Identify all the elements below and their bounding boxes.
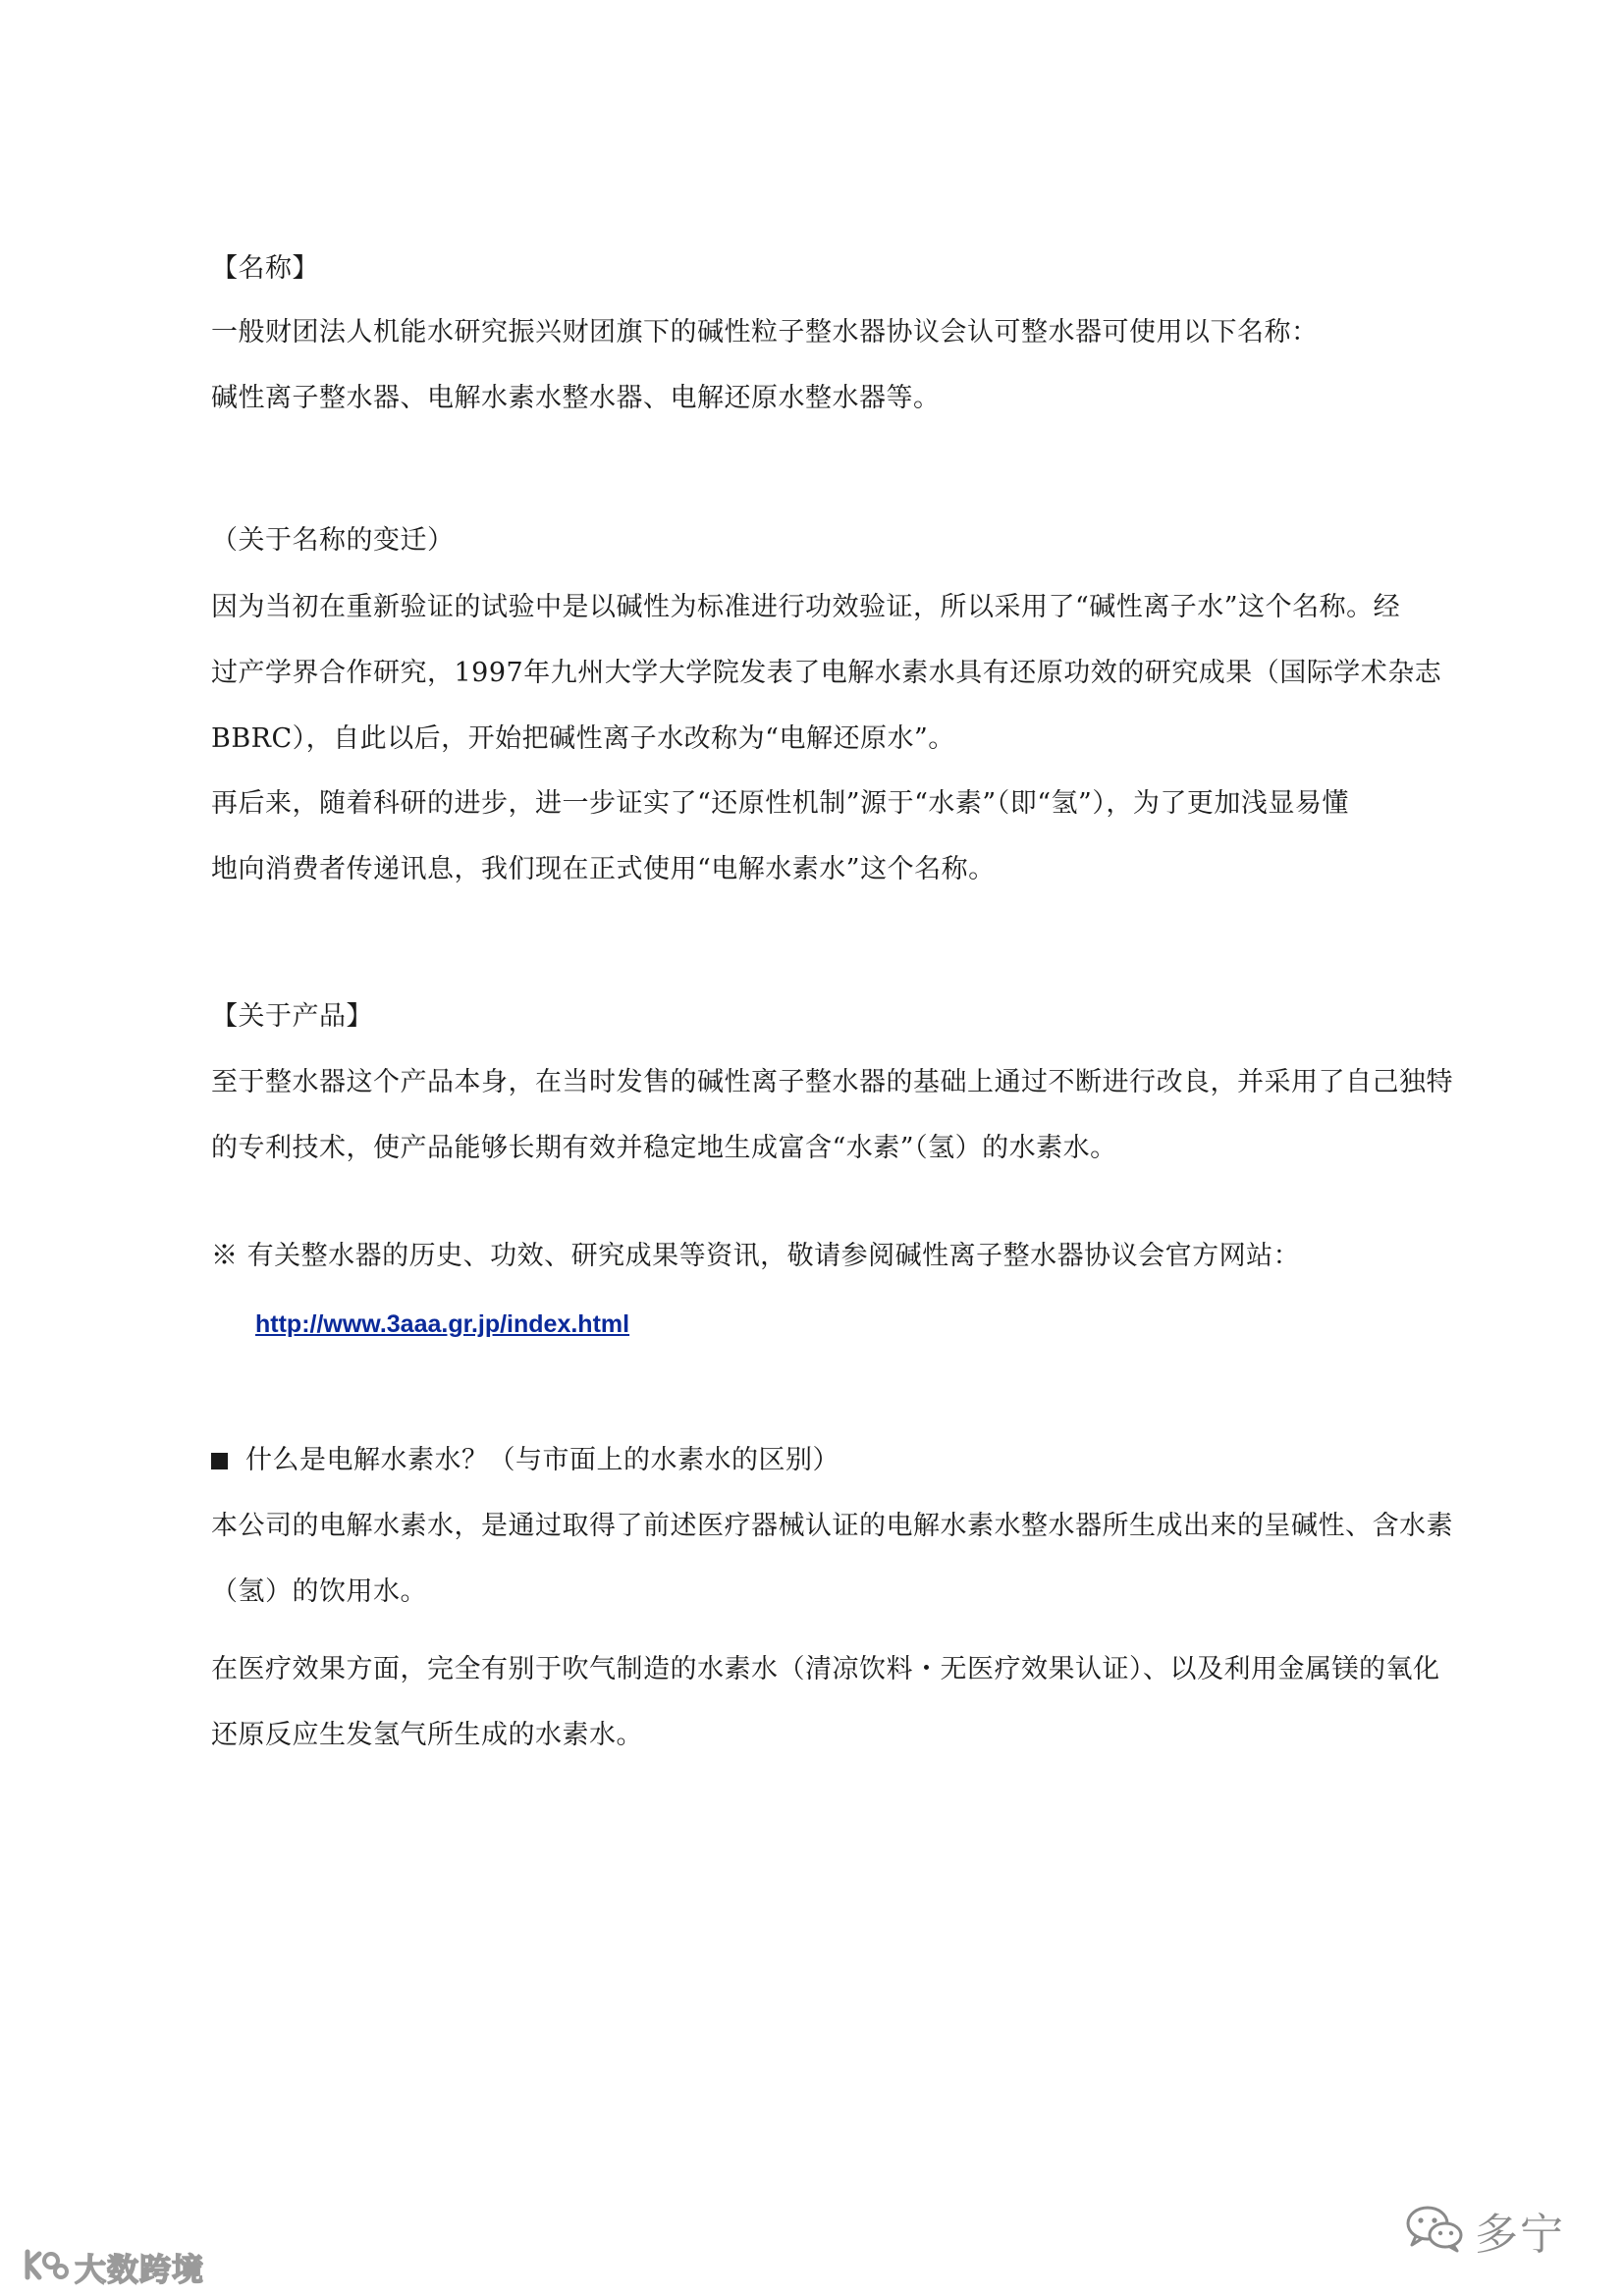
heading-name: 【名称】 bbox=[211, 253, 319, 284]
paragraph-line: 再后来，随着科研的进步，进一步证实了“还原性机制”源于“水素”（即“氢”），为了更加浅显易懂 bbox=[211, 788, 1349, 819]
watermark-dashu bbox=[22, 2248, 204, 2287]
paragraph-line: 碱性离子整水器、电解水素水整水器、电解还原水整水器等。 bbox=[211, 383, 941, 413]
paragraph-line: 地向消费者传递讯息，我们现在正式使用“电解水素水”这个名称。 bbox=[211, 854, 996, 884]
watermark-right-text: 多宁 bbox=[1475, 2210, 1565, 2260]
wechat-icon bbox=[1404, 2204, 1465, 2257]
heading-name-history: （关于名称的变迁） bbox=[211, 525, 455, 556]
note-text: ※ 有关整水器的历史、功效、研究成果等资讯，敬请参阅碱性离子整水器协议会官方网站： bbox=[211, 1241, 1301, 1271]
heading-what-is-text: 什么是电解水素水？（与市面上的水素水的区别） bbox=[245, 1445, 839, 1475]
paragraph-line: 一般财团法人机能水研究振兴财团旗下的碱性粒子整水器协议会认可整水器可使用以下名称： bbox=[211, 317, 1319, 347]
heading-what-is bbox=[211, 1443, 839, 1478]
paragraph-line: 过产学界合作研究，1997年九州大学大学院发表了电解水素水具有还原功效的研究成果（国际学术杂志 bbox=[211, 658, 1442, 688]
heading-product: 【关于产品】 bbox=[211, 1001, 373, 1032]
paragraph-line: 本公司的电解水素水，是通过取得了前述医疗器械认证的电解水素水整水器所生成出来的呈碱性、含水素 bbox=[211, 1511, 1453, 1541]
paragraph-line: 至于整水器这个产品本身，在当时发售的碱性离子整水器的基础上通过不断进行改良，并采用了自己独特 bbox=[211, 1067, 1453, 1097]
square-bullet-icon bbox=[211, 1453, 228, 1469]
watermark-left-text: 大数跨境 bbox=[75, 2251, 205, 2288]
paragraph-line: 的专利技术，使产品能够长期有效并稳定地生成富含“水素”（氢）的水素水。 bbox=[211, 1133, 1117, 1163]
paragraph-line: 因为当初在重新验证的试验中是以碱性为标准进行功效验证，所以采用了“碱性离子水”这个名称。经 bbox=[211, 592, 1401, 622]
paragraph-line: （氢）的饮用水。 bbox=[211, 1576, 427, 1607]
paragraph-line: BBRC），自此以后，开始把碱性离子水改称为“电解还原水”。 bbox=[211, 723, 955, 754]
paragraph-line: 还原反应生发氢气所生成的水素水。 bbox=[211, 1720, 643, 1750]
ksb-logo-icon bbox=[22, 2248, 69, 2287]
official-site-link[interactable]: http://www.3aaa.gr.jp/index.html bbox=[255, 1310, 630, 1338]
watermark-duoning bbox=[1404, 2203, 1565, 2258]
paragraph-line: 在医疗效果方面，完全有别于吹气制造的水素水（清凉饮料・无医疗效果认证）、以及利用金属镁的氧化 bbox=[211, 1654, 1440, 1684]
